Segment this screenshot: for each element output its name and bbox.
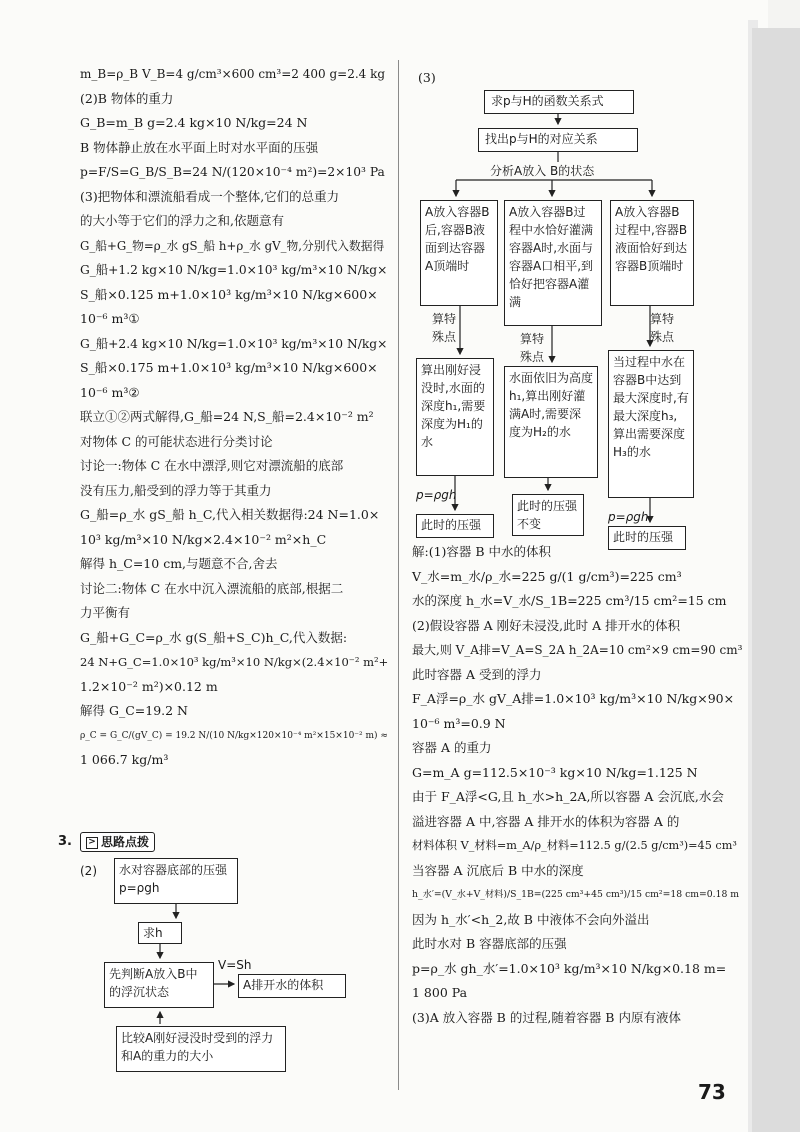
text-line: 10⁻⁶ m³①: [80, 311, 140, 326]
flow2-box-find-h: 求h: [138, 922, 182, 944]
part2-label: (2): [80, 864, 97, 878]
text-line: 水的深度 h_水=V_水/S_1B=225 cm³/15 cm²=15 cm: [412, 593, 727, 608]
hint-tag-label: 思路点拨: [101, 835, 150, 849]
flow3-state-3: A放入容器B过程中,容器B液面恰好到达容器B顶端时: [610, 200, 694, 306]
flow2-box-compare: 比较A刚好浸没时受到的浮力和A的重力的大小: [116, 1026, 286, 1072]
text-line: S_船×0.125 m+1.0×10³ kg/m³×10 N/kg×600×: [80, 286, 378, 302]
text-line: 因为 h_水′<h_2,故 B 中液体不会向外溢出: [412, 911, 650, 927]
flow3-formula-3: p=ρgh: [608, 510, 649, 524]
text-line: G=m_A g=112.5×10⁻³ kg×10 N/kg=1.125 N: [412, 764, 698, 780]
text-line: V_水=m_水/ρ_水=225 g/(1 g/cm³)=225 cm³: [412, 568, 682, 584]
flow3-calc-3: 当过程中水在容器B中达到最大深度时,有最大深度h₃,算出需要深度H₃的水: [608, 350, 694, 498]
flow3-state-1: A放入容器B后,容器B液面到达容器A顶端时: [420, 200, 498, 306]
flow3-formula-1: p=ρgh: [416, 488, 457, 502]
text-line: 1.2×10⁻² m²)×0.12 m: [80, 678, 218, 694]
flow3-box-function: 求p与H的函数关系式: [484, 90, 634, 114]
text-line: (2)B 物体的重力: [80, 90, 174, 106]
flow3-calc-2: 水面依旧为高度h₁,算出刚好灌满A时,需要深度为H₂的水: [504, 366, 598, 478]
text-line: 10³ kg/m³×10 N/kg×2.4×10⁻² m²×h_C: [80, 531, 327, 547]
flow3-result-3: 此时的压强: [608, 526, 686, 550]
text-line: G_B=m_B g=2.4 kg×10 N/kg=24 N: [80, 115, 308, 130]
flow2-box-pressure: 水对容器底部的压强p=ρgh: [114, 858, 238, 904]
text-line: G_船=ρ_水 gS_船 h_C,代入相关数据得:24 N=1.0×: [80, 507, 380, 522]
text-line: 容器 A 的重力: [412, 740, 492, 755]
flow3-result-2: 此时的压强不变: [512, 494, 584, 536]
text-line: m_B=ρ_B V_B=4 g/cm³×600 cm³=2 400 g=2.4 kg: [80, 67, 386, 81]
text-line: G_船+2.4 kg×10 N/kg=1.0×10³ kg/m³×10 N/kg×: [80, 336, 388, 351]
text-line: 最大,则 V_A排=V_A=S_2A h_2A=10 cm²×9 cm=90 cm³: [412, 643, 743, 657]
text-line: h_水′=(V_水+V_材料)/S_1B=(225 cm³+45 cm³)/15 cm²=18 cm=0.18 m: [412, 889, 740, 900]
flow3-calc-1: 算出刚好浸没时,水面的深度h₁,需要深度为H₁的水: [416, 358, 494, 476]
text-line: S_船×0.175 m+1.0×10³ kg/m³×10 N/kg×600×: [80, 360, 378, 375]
text-line: 的大小等于它们的浮力之和,依题意有: [80, 213, 284, 228]
text-line: 联立①②两式解得,G_船=24 N,S_船=2.4×10⁻² m²: [80, 409, 374, 424]
text-line: 10⁻⁶ m³=0.9 N: [412, 715, 506, 731]
text-line: p=F/S=G_B/S_B=24 N/(120×10⁻⁴ m²)=2×10³ Pa: [80, 165, 385, 179]
flow3-branch-label: 分析A放入 B的状态: [490, 164, 595, 178]
right-column: [412, 540, 742, 1030]
text-line: p=ρ_水 gh_水′=1.0×10³ kg/m³×10 N/kg×0.18 m=: [412, 960, 727, 976]
text-line: F_A浮=ρ_水 gV_A排=1.0×10³ kg/m³×10 N/kg×90×: [412, 691, 735, 706]
flow3-result-1: 此时的压强: [416, 514, 494, 538]
flow3-calc-label-3: 算特殊点: [650, 312, 675, 344]
flow2-arrow-label: V=Sh: [218, 958, 252, 972]
text-line: G_船+G_C=ρ_水 g(S_船+S_C)h_C,代入数据:: [80, 629, 348, 645]
text-line: 材料体积 V_材料=m_A/ρ_材料=112.5 g/(2.5 g/cm³)=45 cm³: [412, 839, 737, 852]
text-line: 此时容器 A 受到的浮力: [412, 666, 542, 682]
text-line: 对物体 C 的可能状态进行分类讨论: [80, 433, 273, 449]
text-line: 解得 G_C=19.2 N: [80, 703, 188, 718]
text-line: 力平衡有: [80, 605, 131, 620]
text-line: 解得 h_C=10 cm,与题意不合,舍去: [80, 556, 278, 571]
text-line: (3)把物体和漂流船看成一个整体,它们的总重力: [80, 188, 340, 204]
flow2-box-judge-state: 先判断A放入B中的浮沉状态: [104, 962, 214, 1008]
flow3-calc-label-2: 算特殊点: [520, 332, 545, 364]
text-line: 24 N+G_C=1.0×10³ kg/m³×10 N/kg×(2.4×10⁻² m²+: [80, 655, 389, 669]
text-line: 1 800 Pa: [412, 985, 468, 1000]
chevron-right-icon: >: [86, 837, 98, 849]
text-line: 没有压力,船受到的浮力等于其重力: [80, 482, 272, 498]
text-line: 讨论一:物体 C 在水中漂浮,则它对漂流船的底部: [80, 458, 344, 473]
flow3-state-2: A放入容器B过程中水恰好灌满容器A时,水面与容器A口相平,到恰好把容器A灌满: [504, 200, 602, 326]
text-line: 当容器 A 沉底后 B 中水的深度: [412, 862, 584, 878]
question-number: 3.: [58, 834, 72, 849]
flow3-box-relation: 找出p与H的对应关系: [478, 128, 638, 152]
part3-label: (3): [418, 70, 436, 85]
text-line: G_船+G_物=ρ_水 gS_船 h+ρ_水 gV_物,分别代入数据得: [80, 238, 385, 253]
text-line: ρ_C = G_C/(gV_C) = 19.2 N/(10 N/kg×120×10⁻⁴ m²×15×10⁻² m) ≈: [80, 730, 388, 741]
text-line: 溢进容器 A 中,容器 A 排开水的体积为容器 A 的: [412, 813, 680, 829]
flow3-calc-label-1: 算特殊点: [432, 312, 457, 344]
text-line: 1 066.7 kg/m³: [80, 752, 169, 767]
text-line: 10⁻⁶ m³②: [80, 384, 140, 400]
text-line: (3)A 放入容器 B 的过程,随着容器 B 内原有液体: [412, 1009, 681, 1025]
text-line: 由于 F_A浮<G,且 h_水>h_2A,所以容器 A 会沉底,水会: [412, 789, 724, 804]
text-line: (2)假设容器 A 刚好未浸没,此时 A 排开水的体积: [412, 617, 681, 633]
page-number: 73: [698, 1080, 726, 1104]
text-line: 讨论二:物体 C 在水中沉入漂流船的底部,根据二: [80, 580, 344, 596]
text-line: 解:(1)容器 B 中水的体积: [412, 544, 552, 559]
text-line: B 物体静止放在水平面上时对水平面的压强: [80, 139, 319, 155]
flow2-box-displaced-volume: A排开水的体积: [238, 974, 346, 998]
text-line: 此时水对 B 容器底部的压强: [412, 936, 567, 951]
text-line: G_船+1.2 kg×10 N/kg=1.0×10³ kg/m³×10 N/kg×: [80, 263, 388, 277]
